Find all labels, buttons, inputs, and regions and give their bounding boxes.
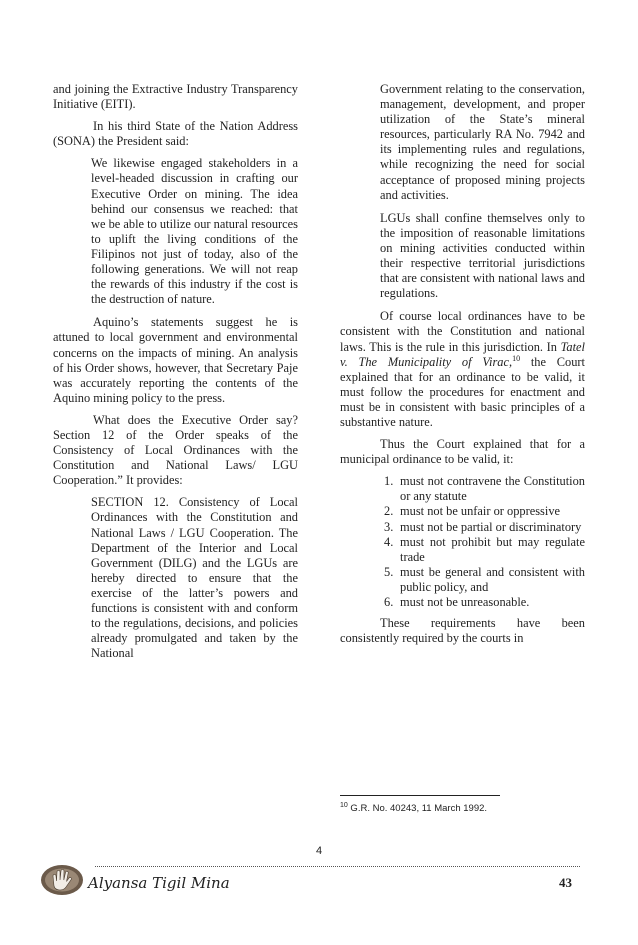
list-item xyxy=(386,474,585,504)
list-text: must not be unreasonable. xyxy=(400,595,530,609)
list-number: 2. xyxy=(384,504,394,519)
list-item xyxy=(386,595,585,610)
case-name: Tatel v. The Municipality of Virac, xyxy=(340,339,585,369)
list-text: must not be partial or discriminatory xyxy=(400,519,582,534)
block-quote: SECTION 12. Consistency of Local Ordinances with the Constitution and National Laws / LGU Cooperation. The Department of the Interior and Local Government (DILG) and the LGUs are hereby directed to ensure that the exercise of the latter’s powers and functions is consistent with and conform to the regulations, decisions, and policies already promulgated and taken by the National xyxy=(91,495,298,661)
page-number: 43 xyxy=(559,875,572,890)
block-quote: Government relating to the conservation, management, development, and proper utilization of the State’s mineral resources, particularly RA No. 7942 and its implementing rules and regulations, while recognizing the need for social acceptance of proposed mining projects and activities. xyxy=(380,82,585,202)
block-quote: We likewise engaged stakeholders in a level-headed discussion in crafting our Executive Order on mining. The idea behind our consensus we reached: that we be able to utilize our natural resources to uplift the living conditions of the Filipinos not just of today, also of the following generations. We will not reap the rewards of this industry if the cost is the destruction of nature. xyxy=(91,156,298,307)
footnote-reference[interactable]: 10 xyxy=(512,353,521,363)
list-item xyxy=(386,520,585,535)
paragraph: What does the Executive Order say? Section 12 of the Order speaks of the Consistency of Local Ordinances with the Constitution and National Laws/ LGU Cooperation.” It provides: xyxy=(53,412,298,488)
list-number: 3. xyxy=(384,519,394,534)
list-item xyxy=(386,504,585,519)
hand-logo-icon xyxy=(40,864,84,896)
paragraph: Thus the Court explained that for a municipal ordinance to be valid, it: xyxy=(340,437,585,467)
paragraph: Aquino’s statements suggest he is attuned to local government and environmental concerns on the impacts of mining. An analysis of his Order shows, however, that Secretary Paje was accurately reporting the contents of the Aquino mining policy to the press. xyxy=(53,315,298,405)
left-column xyxy=(53,82,298,669)
block-quote: LGUs shall confine themselves only to the imposition of reasonable limitations on mining activities conducted within their respective territorial jurisdictions that are consistent with national laws and regulations. xyxy=(380,210,585,301)
list-number: 5. xyxy=(384,564,394,579)
list-item xyxy=(386,535,585,565)
inner-page-number: 4 xyxy=(315,845,323,857)
list-text: must not contravene the Constitution or any statute xyxy=(400,474,585,504)
list-number: 1. xyxy=(384,474,394,489)
text-span: the Court explained that for an ordinance to be valid, it must follow the procedures for enactment and must be in consistent with basic principles of a substantive nature. xyxy=(340,354,585,429)
paragraph: These requirements have been consistently required by the courts in xyxy=(340,616,585,646)
footnote-number: 10 xyxy=(340,802,348,809)
list-number: 4. xyxy=(384,534,394,549)
list-text: must be general and consistent with public policy, and xyxy=(400,564,585,594)
text-span: Of course local ordinances have to be consistent with the Constitution and national laws. This is the rule in this jurisdiction. In xyxy=(340,309,585,354)
paragraph: and joining the Extractive Industry Transparency Initiative (EITI). xyxy=(53,82,298,112)
list-text: must not prohibit but may regulate trade xyxy=(400,534,585,564)
footnote-text: G.R. No. 40243, 11 March 1992. xyxy=(347,803,488,815)
footer-divider xyxy=(95,866,580,867)
list-number: 6. xyxy=(384,595,394,609)
requirements-list xyxy=(340,474,585,610)
list-item xyxy=(386,565,585,595)
paragraph xyxy=(340,309,585,430)
paragraph: In his third State of the Nation Address (SONA) the President said: xyxy=(53,119,298,149)
list-text: must not be unfair or oppressive xyxy=(400,504,561,519)
organization-name: Alyansa Tigil Mina xyxy=(88,874,230,892)
footnote-rule xyxy=(340,795,500,796)
right-column xyxy=(340,82,585,653)
footnote xyxy=(340,802,487,814)
